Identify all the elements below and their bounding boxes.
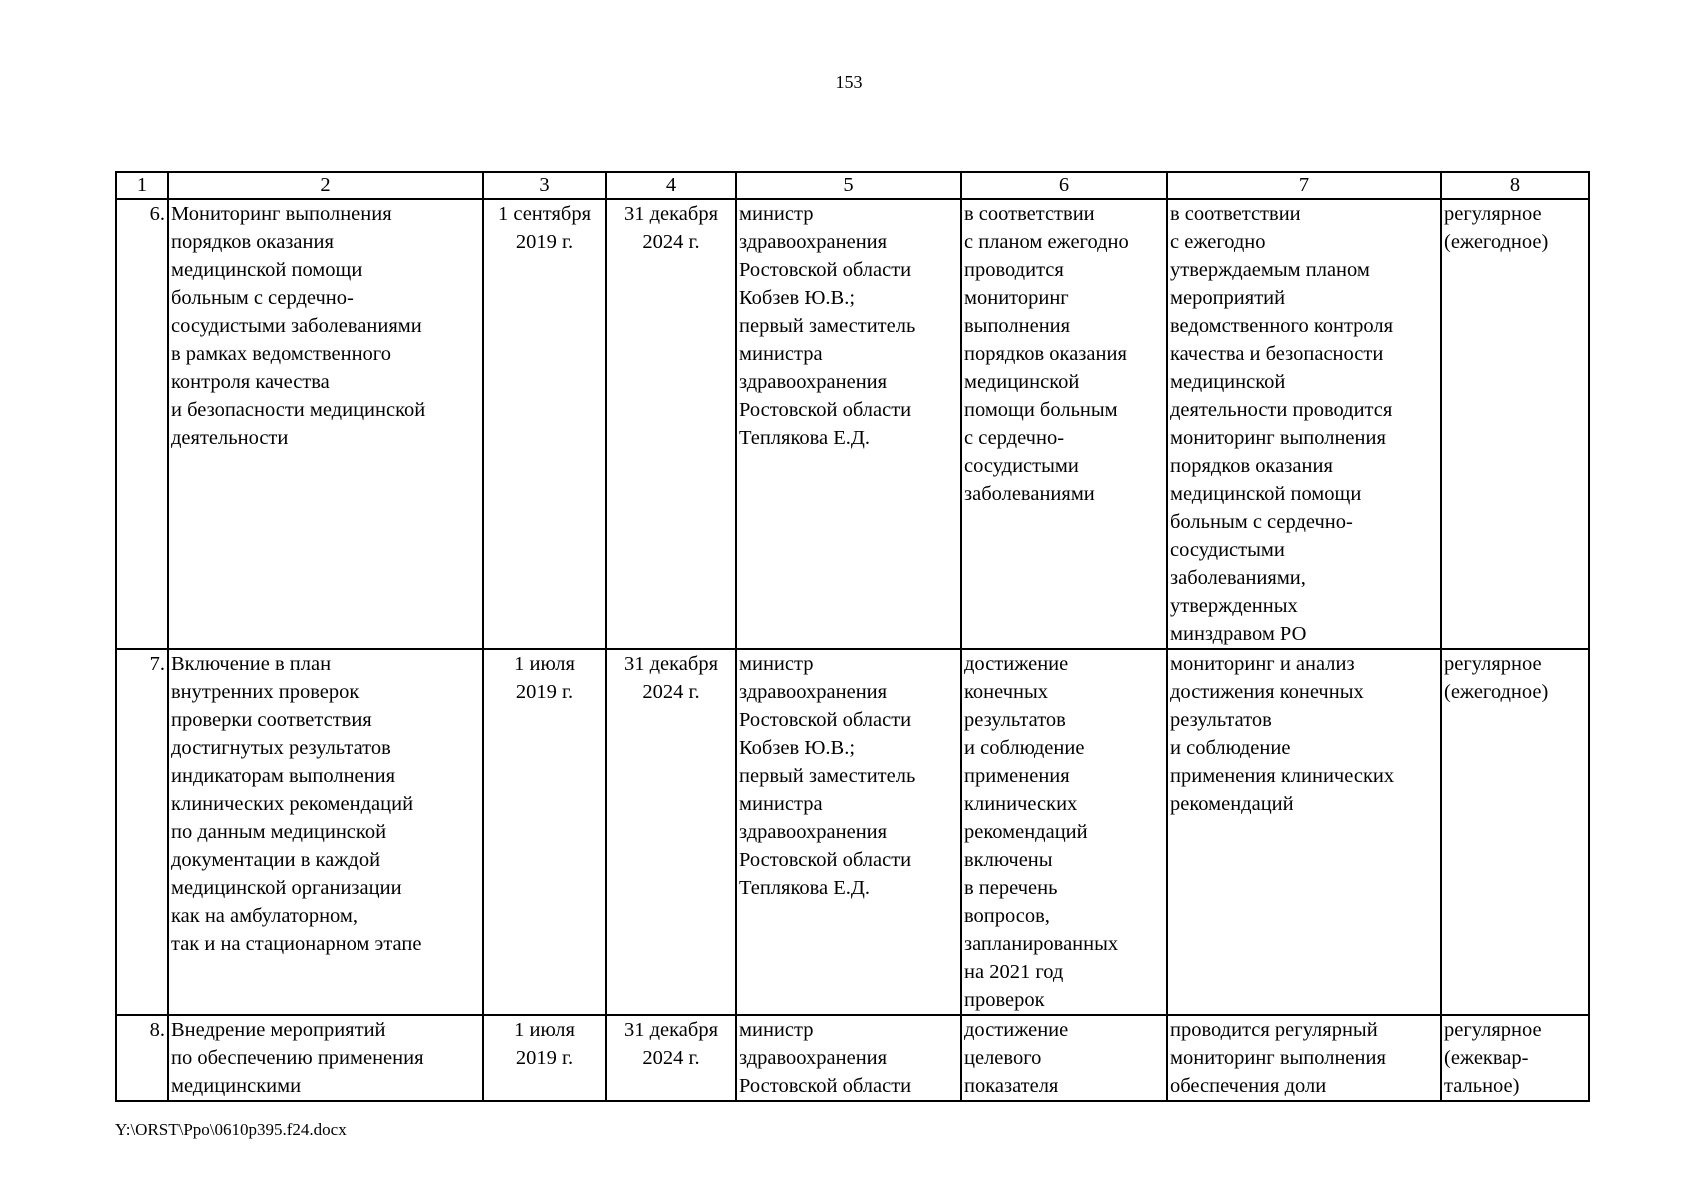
task-cell: Включение в план внутренних проверок проверки соответствия достигнутых результатов индикаторам выполнения клинических рекомендаций по данным медицинской документации в каждой медицинской организации как на амбулаторном, так и на стационарном этапе	[168, 649, 483, 1015]
task-cell: Внедрение мероприятий по обеспечению применения медицинскими	[168, 1015, 483, 1101]
start-date-cell: 1 сентября 2019 г.	[483, 199, 606, 649]
task-cell: Мониторинг выполнения порядков оказания медицинской помощи больным с сердечно- сосудистыми заболеваниями в рамках ведомственного контроля качества и безопасности медицинской деятельности	[168, 199, 483, 649]
start-date-cell: 1 июля 2019 г.	[483, 1015, 606, 1101]
end-date-cell: 31 декабря 2024 г.	[606, 1015, 736, 1101]
type-cell: регулярное (ежегодное)	[1441, 199, 1589, 649]
result-cell: достижение целевого показателя	[961, 1015, 1167, 1101]
end-date-cell: 31 декабря 2024 г.	[606, 649, 736, 1015]
file-path-footer: Y:\ORST\Ppo\0610p395.f24.docx	[115, 1120, 347, 1139]
column-header: 2	[168, 172, 483, 199]
table-row	[116, 199, 1589, 649]
result-cell: в соответствии с планом ежегодно проводится мониторинг выполнения порядков оказания медицинской помощи больным с сердечно- сосудистыми заболеваниями	[961, 199, 1167, 649]
table-header	[116, 172, 1589, 199]
page-number: 153	[835, 72, 863, 92]
indicator-cell: в соответствии с ежегодно утверждаемым планом мероприятий ведомственного контроля качества и безопасности медицинской деятельности проводится мониторинг выполнения порядков оказания медицинской помощи больным с сердечно- сосудистыми заболеваниями, утвержденных минздравом РО	[1167, 199, 1441, 649]
row-number: 7.	[116, 649, 168, 1015]
end-date-cell: 31 декабря 2024 г.	[606, 199, 736, 649]
column-header: 6	[961, 172, 1167, 199]
table-row	[116, 1015, 1589, 1101]
row-number: 8.	[116, 1015, 168, 1101]
result-cell: достижение конечных результатов и соблюдение применения клинических рекомендаций включены в перечень вопросов, запланированных на 2021 год проверок	[961, 649, 1167, 1015]
column-header: 5	[736, 172, 961, 199]
type-cell: регулярное (ежеквар- тальное)	[1441, 1015, 1589, 1101]
indicator-cell: мониторинг и анализ достижения конечных результатов и соблюдение применения клинических рекомендаций	[1167, 649, 1441, 1015]
responsible-cell: министр здравоохранения Ростовской области Кобзев Ю.В.; первый заместитель министра здравоохранения Ростовской области Теплякова Е.Д.	[736, 199, 961, 649]
start-date-cell: 1 июля 2019 г.	[483, 649, 606, 1015]
column-header: 1	[116, 172, 168, 199]
responsible-cell: министр здравоохранения Ростовской области Кобзев Ю.В.; первый заместитель министра здравоохранения Ростовской области Теплякова Е.Д.	[736, 649, 961, 1015]
column-header: 8	[1441, 172, 1589, 199]
plan-table	[115, 171, 1590, 1102]
responsible-cell: министр здравоохранения Ростовской области	[736, 1015, 961, 1101]
column-header: 3	[483, 172, 606, 199]
table-row	[116, 649, 1589, 1015]
type-cell: регулярное (ежегодное)	[1441, 649, 1589, 1015]
column-header: 4	[606, 172, 736, 199]
column-header: 7	[1167, 172, 1441, 199]
indicator-cell: проводится регулярный мониторинг выполнения обеспечения доли	[1167, 1015, 1441, 1101]
row-number: 6.	[116, 199, 168, 649]
